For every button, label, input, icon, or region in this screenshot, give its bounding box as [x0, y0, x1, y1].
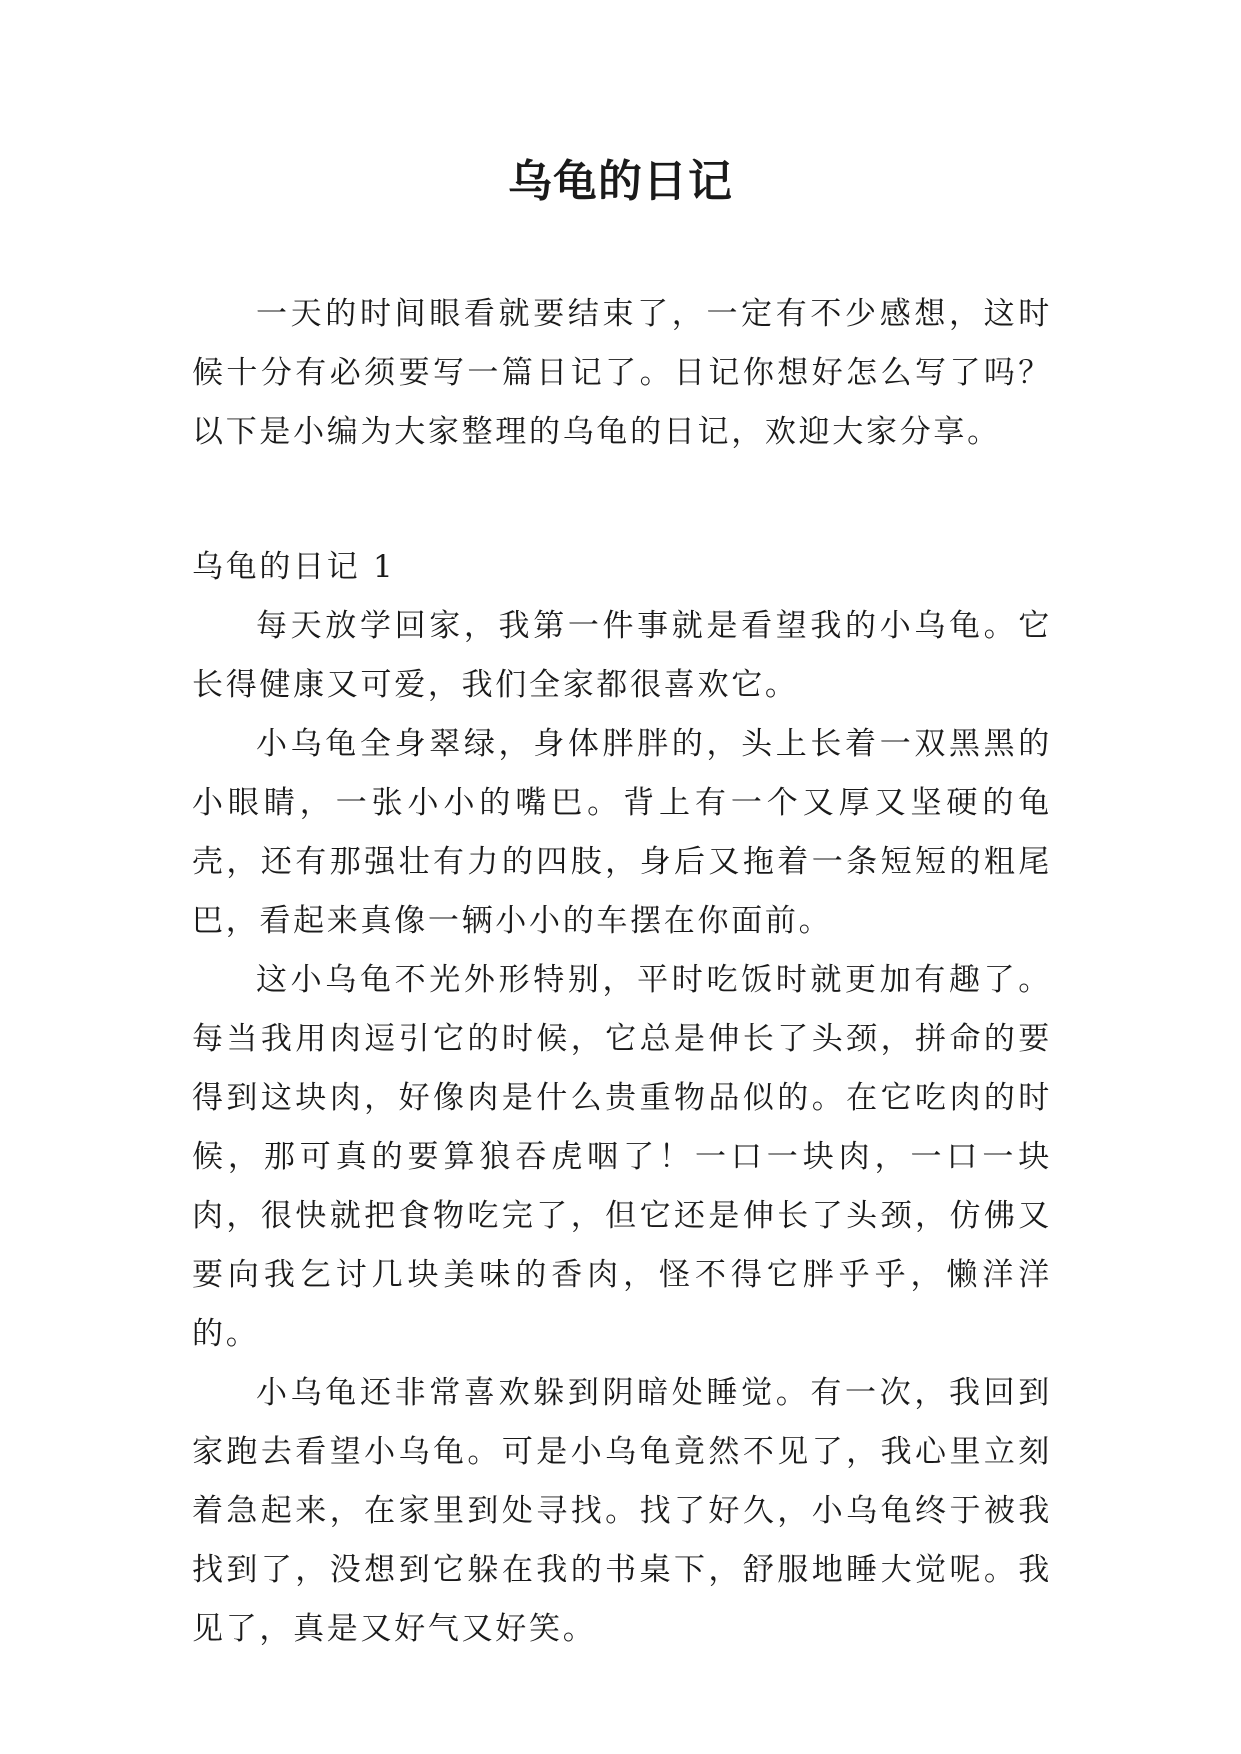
- body-paragraph: 每天放学回家，我第一件事就是看望我的小乌龟。它长得健康又可爱，我们全家都很喜欢它。: [192, 608, 1052, 703]
- body-paragraph: 小乌龟全身翠绿，身体胖胖的，头上长着一双黑黑的小眼睛，一张小小的嘴巴。背上有一个又厚又坚硬的龟壳，还有那强壮有力的四肢，身后又拖着一条短短的粗尾巴，看起来真像一辆小小的车摆在你面前。: [192, 726, 1052, 939]
- section-heading: 乌龟的日记 1: [192, 549, 396, 585]
- body-paragraph: 小乌龟还非常喜欢躲到阴暗处睡觉。有一次，我回到家跑去看望小乌龟。可是小乌龟竟然不见了，我心里立刻着急起来，在家里到处寻找。找了好久，小乌龟终于被我找到了，没想到它躲在我的书桌下，舒服地睡大觉呢。我见了，真是又好气又好笑。: [192, 1375, 1052, 1647]
- body-paragraph: 这小乌龟不光外形特别，平时吃饭时就更加有趣了。每当我用肉逗引它的时候，它总是伸长了头颈，拼命的要得到这块肉，好像肉是什么贵重物品似的。在它吃肉的时候，那可真的要算狼吞虎咽了！一口一块肉，一口一块肉，很快就把食物吃完了，但它还是伸长了头颈，仿佛又要向我乞讨几块美味的香肉，怪不得它胖乎乎，懒洋洋的。: [192, 962, 1052, 1352]
- document-body: [192, 285, 1052, 1659]
- intro-paragraph: 一天的时间眼看就要结束了，一定有不少感想，这时候十分有必须要写一篇日记了。日记你想好怎么写了吗？以下是小编为大家整理的乌龟的日记，欢迎大家分享。: [192, 296, 1052, 450]
- document-title: 乌龟的日记: [508, 156, 733, 207]
